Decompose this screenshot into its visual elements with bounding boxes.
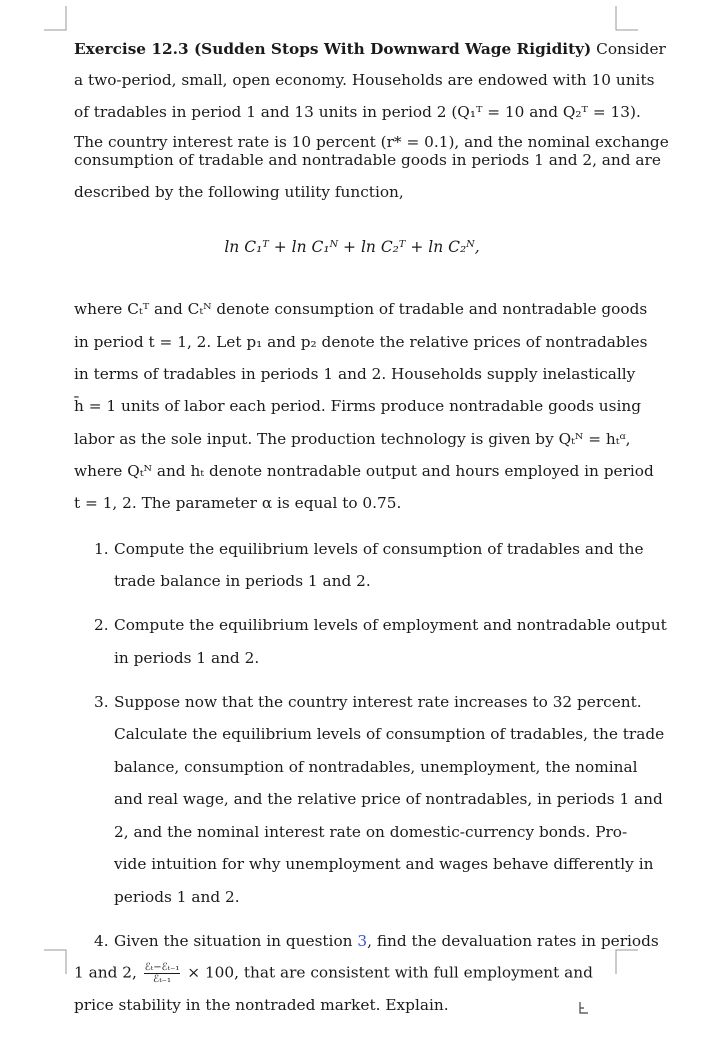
question-line: periods 1 and 2. bbox=[114, 888, 240, 906]
question-number: 2. bbox=[94, 616, 109, 634]
para2-line: h̄ = 1 units of labor each period. Firms produce nontradable goods using bbox=[74, 397, 642, 415]
question-line: Calculate the equilibrium levels of consumption of tradables, the trade bbox=[114, 725, 665, 743]
crop-mark-top-right bbox=[614, 6, 638, 32]
crop-mark-bottom-left bbox=[44, 948, 68, 974]
question-number: 3. bbox=[94, 693, 109, 711]
question-line: 2, and the nominal interest rate on domestic-currency bonds. Pro- bbox=[114, 823, 628, 841]
question-number: 4. bbox=[94, 932, 109, 950]
crop-mark-bottom-right bbox=[614, 948, 638, 974]
question-line: price stability in the nontraded market. Explain. bbox=[74, 996, 449, 1014]
question-line: Compute the equilibrium levels of consumption of tradables and the bbox=[114, 540, 644, 558]
para1-line: of tradables in period 1 and 13 units in period 2 (Q₁ᵀ = 10 and Q₂ᵀ = 13). bbox=[74, 103, 641, 121]
question-line: in periods 1 and 2. bbox=[114, 649, 260, 667]
text-cursor-icon bbox=[577, 1000, 591, 1016]
para1-line: described by the following utility function, bbox=[74, 183, 404, 201]
question-line: balance, consumption of nontradables, unemployment, the nominal bbox=[114, 758, 638, 776]
devaluation-fraction: $\frac{\text{ℰₜ−ℰₜ₋₁}}{\text{ℰₜ₋₁}}$ bbox=[144, 962, 180, 985]
utility-equation: ln C₁ᵀ + ln C₁ᴺ + ln C₂ᵀ + ln C₂ᴺ, bbox=[224, 238, 480, 256]
question-line: 1 and 2, $\frac{\text{ℰₜ−ℰₜ₋₁}}{\text{ℰₜ₋₁}}$ × 100, that are consistent with full employment and bbox=[74, 962, 593, 985]
para1-line: consumption of tradable and nontradable goods in periods 1 and 2, and are bbox=[74, 151, 661, 169]
para2-line: in period t = 1, 2. Let p₁ and p₂ denote the relative prices of nontradables bbox=[74, 333, 648, 351]
question-line: Compute the equilibrium levels of employment and nontradable output bbox=[114, 616, 667, 634]
question-line: and real wage, and the relative price of nontradables, in periods 1 and bbox=[114, 790, 663, 808]
para2-line: where Cₜᵀ and Cₜᴺ denote consumption of tradable and nontradable goods bbox=[74, 300, 648, 318]
para1-line: a two-period, small, open economy. Households are endowed with 10 units bbox=[74, 71, 655, 89]
question-line: trade balance in periods 1 and 2. bbox=[114, 572, 371, 590]
crop-mark-top-left bbox=[44, 6, 68, 32]
question-line: Suppose now that the country interest rate increases to 32 percent. bbox=[114, 693, 642, 711]
exercise-heading: Exercise 12.3 (Sudden Stops With Downward Wage Rigidity) Consider bbox=[74, 40, 666, 58]
para1-line: The country interest rate is 10 percent (r* = 0.1), and the nominal exchange bbox=[74, 133, 669, 151]
question-line: vide intuition for why unemployment and wages behave differently in bbox=[114, 855, 654, 873]
question-number: 1. bbox=[94, 540, 109, 558]
para2-line: in terms of tradables in periods 1 and 2. Households supply inelastically bbox=[74, 365, 636, 383]
para2-line: t = 1, 2. The parameter α is equal to 0.75. bbox=[74, 494, 402, 512]
exercise-title: Exercise 12.3 (Sudden Stops With Downward Wage Rigidity) bbox=[74, 40, 592, 58]
para2-line: labor as the sole input. The production technology is given by Qₜᴺ = hₜᵅ, bbox=[74, 430, 631, 448]
question-line: Given the situation in question 3, find the devaluation rates in periods bbox=[114, 932, 659, 950]
question-3-link[interactable]: 3 bbox=[357, 932, 368, 950]
para2-line: where Qₜᴺ and hₜ denote nontradable output and hours employed in period bbox=[74, 462, 654, 480]
